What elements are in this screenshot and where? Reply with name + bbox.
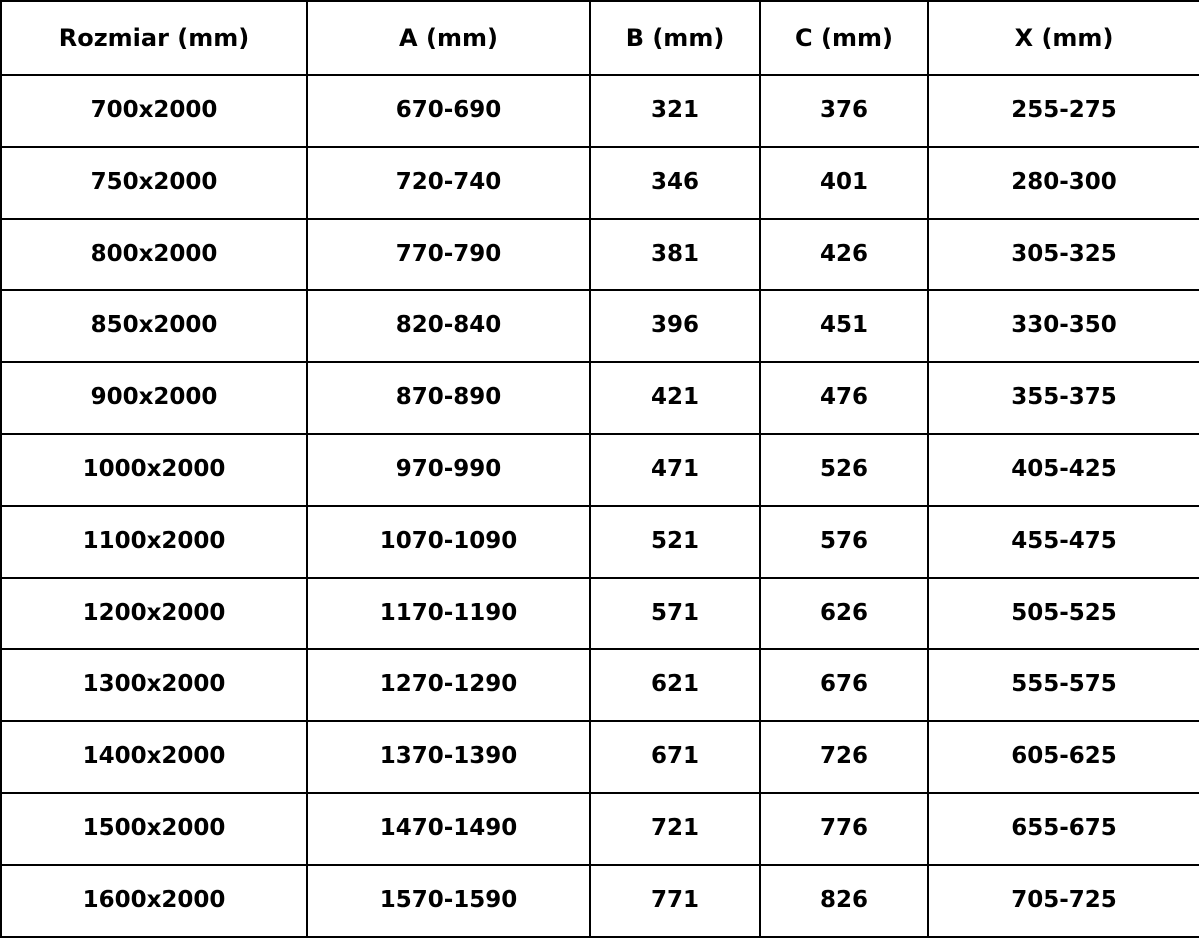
cell-b: 396 xyxy=(590,290,760,362)
cell-a: 1270-1290 xyxy=(307,649,590,721)
cell-a: 1370-1390 xyxy=(307,721,590,793)
cell-rozmiar: 1000x2000 xyxy=(1,434,307,506)
table-row xyxy=(1,506,1199,578)
cell-x: 455-475 xyxy=(928,506,1199,578)
cell-b: 346 xyxy=(590,147,760,219)
table-row xyxy=(1,147,1199,219)
cell-c: 826 xyxy=(760,865,928,937)
cell-b: 621 xyxy=(590,649,760,721)
cell-c: 576 xyxy=(760,506,928,578)
cell-c: 776 xyxy=(760,793,928,865)
cell-a: 1470-1490 xyxy=(307,793,590,865)
cell-c: 726 xyxy=(760,721,928,793)
cell-x: 655-675 xyxy=(928,793,1199,865)
cell-rozmiar: 1500x2000 xyxy=(1,793,307,865)
table-row xyxy=(1,865,1199,937)
cell-b: 471 xyxy=(590,434,760,506)
cell-a: 970-990 xyxy=(307,434,590,506)
cell-rozmiar: 700x2000 xyxy=(1,75,307,147)
table-row xyxy=(1,578,1199,650)
table-row xyxy=(1,219,1199,291)
table-row xyxy=(1,434,1199,506)
cell-rozmiar: 1400x2000 xyxy=(1,721,307,793)
cell-c: 401 xyxy=(760,147,928,219)
cell-x: 605-625 xyxy=(928,721,1199,793)
cell-rozmiar: 850x2000 xyxy=(1,290,307,362)
cell-c: 476 xyxy=(760,362,928,434)
cell-x: 555-575 xyxy=(928,649,1199,721)
cell-a: 1070-1090 xyxy=(307,506,590,578)
cell-rozmiar: 1300x2000 xyxy=(1,649,307,721)
cell-rozmiar: 1200x2000 xyxy=(1,578,307,650)
cell-x: 705-725 xyxy=(928,865,1199,937)
table-row xyxy=(1,721,1199,793)
cell-b: 571 xyxy=(590,578,760,650)
cell-b: 671 xyxy=(590,721,760,793)
cell-rozmiar: 800x2000 xyxy=(1,219,307,291)
cell-x: 305-325 xyxy=(928,219,1199,291)
table-row xyxy=(1,75,1199,147)
table-body xyxy=(1,75,1199,937)
table-header xyxy=(1,1,1199,75)
column-header-b: B (mm) xyxy=(590,1,760,75)
cell-a: 770-790 xyxy=(307,219,590,291)
cell-x: 405-425 xyxy=(928,434,1199,506)
column-header-x: X (mm) xyxy=(928,1,1199,75)
cell-rozmiar: 750x2000 xyxy=(1,147,307,219)
cell-a: 720-740 xyxy=(307,147,590,219)
cell-c: 376 xyxy=(760,75,928,147)
cell-a: 870-890 xyxy=(307,362,590,434)
table-row xyxy=(1,649,1199,721)
cell-c: 451 xyxy=(760,290,928,362)
cell-x: 330-350 xyxy=(928,290,1199,362)
cell-b: 421 xyxy=(590,362,760,434)
cell-rozmiar: 900x2000 xyxy=(1,362,307,434)
cell-b: 381 xyxy=(590,219,760,291)
cell-c: 626 xyxy=(760,578,928,650)
cell-a: 670-690 xyxy=(307,75,590,147)
table-row xyxy=(1,290,1199,362)
cell-a: 820-840 xyxy=(307,290,590,362)
cell-rozmiar: 1100x2000 xyxy=(1,506,307,578)
cell-b: 771 xyxy=(590,865,760,937)
cell-b: 321 xyxy=(590,75,760,147)
cell-rozmiar: 1600x2000 xyxy=(1,865,307,937)
column-header-a: A (mm) xyxy=(307,1,590,75)
cell-x: 505-525 xyxy=(928,578,1199,650)
table-header-row xyxy=(1,1,1199,75)
cell-x: 355-375 xyxy=(928,362,1199,434)
column-header-c: C (mm) xyxy=(760,1,928,75)
table-row xyxy=(1,793,1199,865)
cell-a: 1170-1190 xyxy=(307,578,590,650)
column-header-rozmiar: Rozmiar (mm) xyxy=(1,1,307,75)
cell-x: 255-275 xyxy=(928,75,1199,147)
cell-c: 526 xyxy=(760,434,928,506)
table-row xyxy=(1,362,1199,434)
cell-x: 280-300 xyxy=(928,147,1199,219)
cell-b: 521 xyxy=(590,506,760,578)
cell-a: 1570-1590 xyxy=(307,865,590,937)
cell-c: 676 xyxy=(760,649,928,721)
cell-c: 426 xyxy=(760,219,928,291)
cell-b: 721 xyxy=(590,793,760,865)
